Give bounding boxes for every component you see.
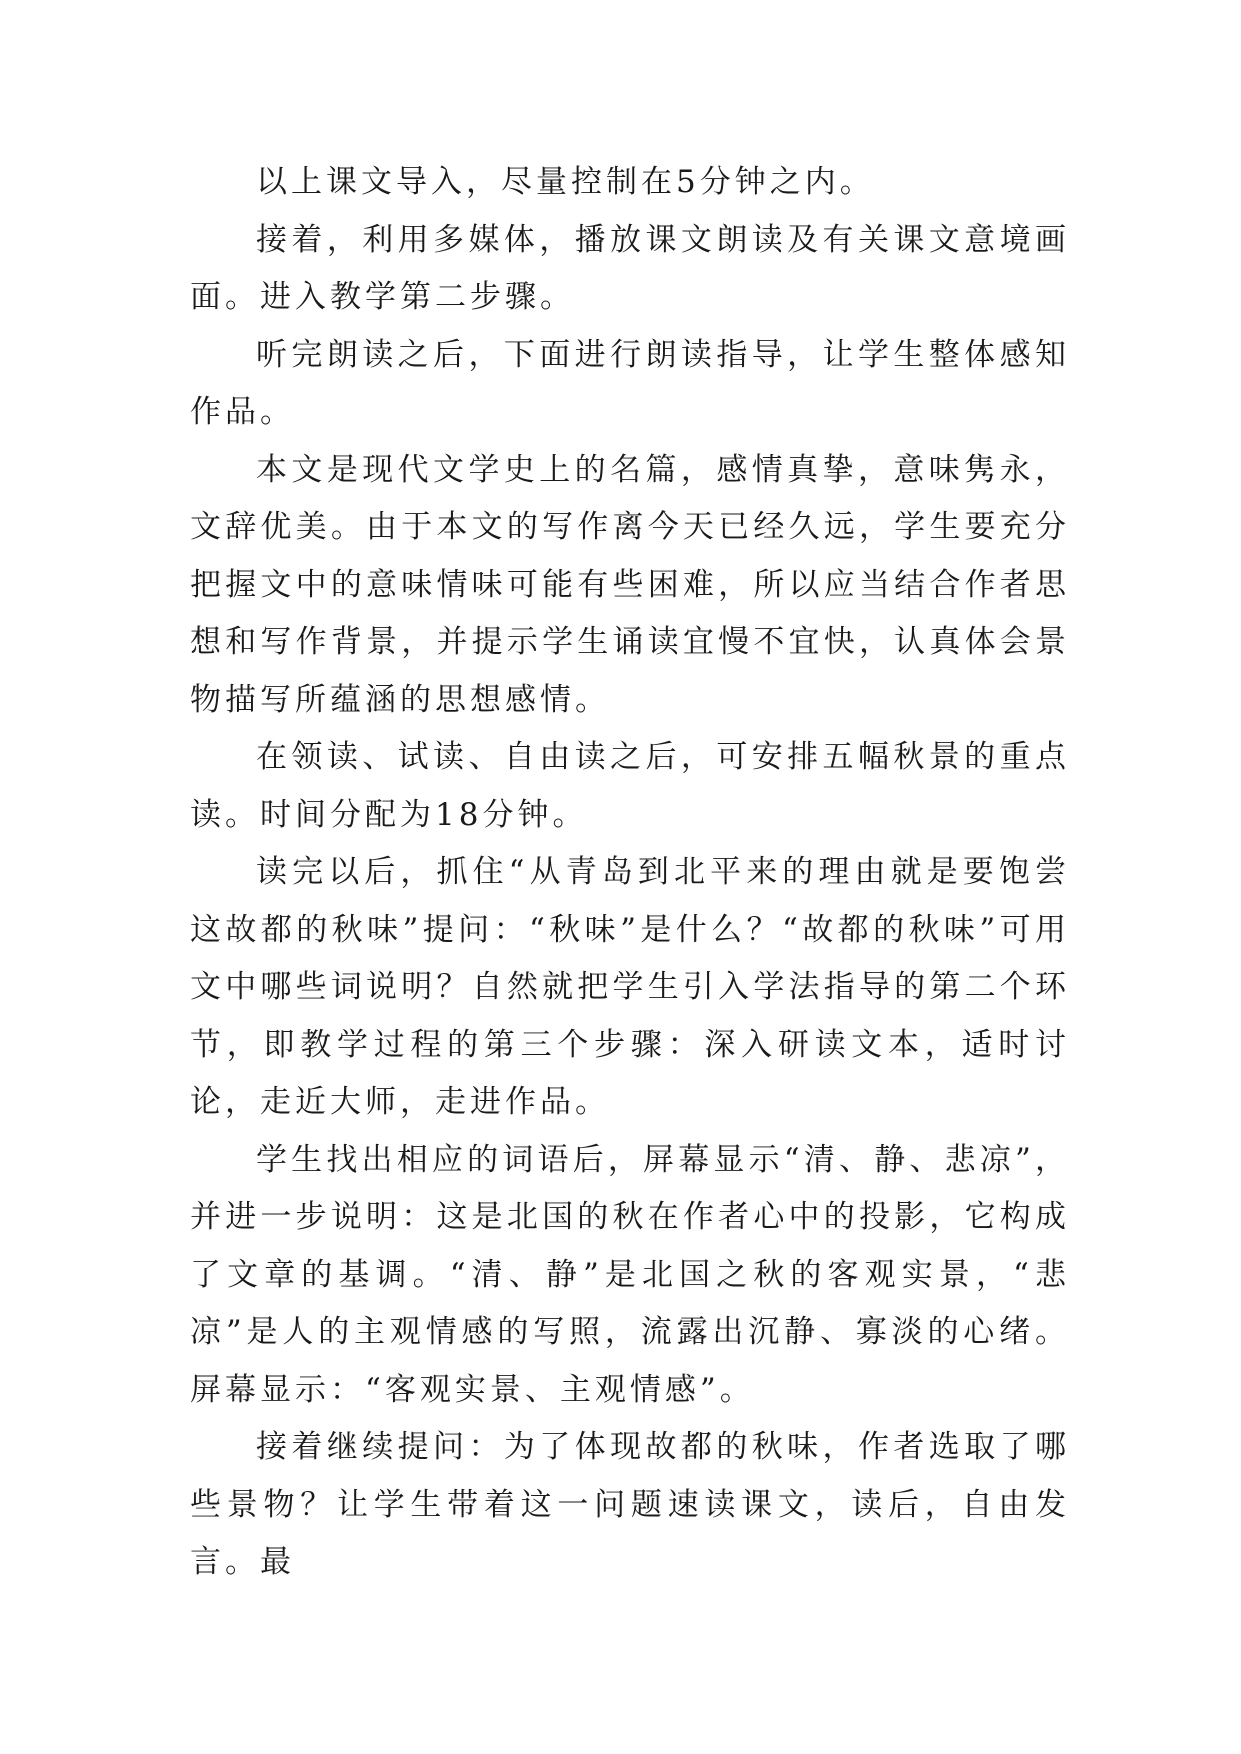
paragraph: 读完以后，抓住“从青岛到北平来的理由就是要饱尝这故都的秋味”提问：“秋味”是什么？“故都的秋味”可用文中哪些词说明？自然就把学生引入学法指导的第二个环节，即教学过程的第三个步骤：深入研读文本，适时讨论，走近大师，走进作品。 bbox=[190, 854, 1070, 1120]
paragraph: 听完朗读之后，下面进行朗读指导，让学生整体感知作品。 bbox=[190, 336, 1070, 430]
document-body bbox=[190, 154, 1070, 1592]
paragraph: 本文是现代文学史上的名篇，感情真挚，意味隽永，文辞优美。由于本文的写作离今天已经久远，学生要充分把握文中的意味情味可能有些困难，所以应当结合作者思想和写作背景，并提示学生诵读宜慢不宜快，认真体会景物描写所蕴涵的思想感情。 bbox=[190, 451, 1070, 718]
paragraph: 在领读、试读、自由读之后，可安排五幅秋景的重点读。时间分配为18分钟。 bbox=[190, 739, 1070, 833]
paragraph: 以上课文导入，尽量控制在5分钟之内。 bbox=[256, 164, 875, 200]
paragraph: 接着继续提问：为了体现故都的秋味，作者选取了哪些景物？让学生带着这一问题速读课文，读后，自由发言。最 bbox=[190, 1429, 1070, 1580]
paragraph: 接着，利用多媒体，播放课文朗读及有关课文意境画面。进入教学第二步骤。 bbox=[190, 221, 1070, 315]
paragraph: 学生找出相应的词语后，屏幕显示“清、静、悲凉”，并进一步说明：这是北国的秋在作者心中的投影，它构成了文章的基调。“清、静”是北国之秋的客观实景，“悲凉”是人的主观情感的写照，流露出沉静、寡淡的心绪。屏幕显示：“客观实景、主观情感”。 bbox=[190, 1141, 1070, 1408]
